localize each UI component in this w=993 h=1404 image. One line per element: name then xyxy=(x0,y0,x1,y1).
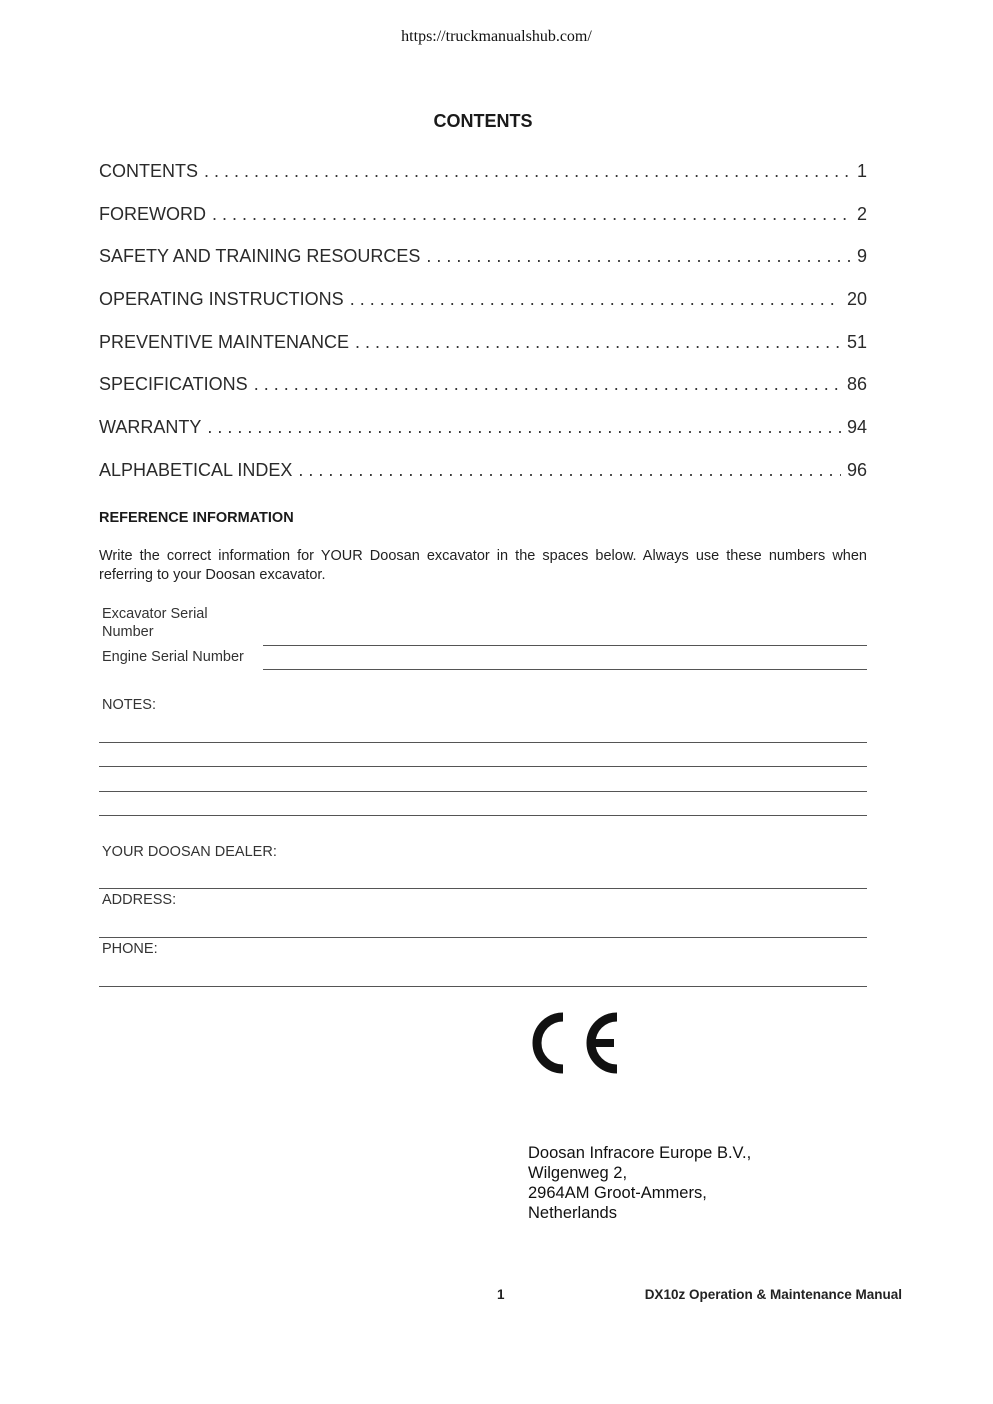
toc-entry-specifications[interactable] xyxy=(99,363,867,406)
toc-entry-safety[interactable] xyxy=(99,235,867,278)
excavator-serial-field[interactable] xyxy=(263,645,867,646)
ce-mark-icon xyxy=(530,1008,624,1083)
toc-entry-page: 1 xyxy=(856,160,867,181)
notes-line-3[interactable] xyxy=(99,791,867,792)
source-url[interactable]: https://truckmanualshub.com/ xyxy=(401,28,592,45)
reference-instructions: Write the correct information for YOUR Doosan excavator in the spaces below. Always use these numbers when referring to your Doosan excavator. xyxy=(99,548,867,583)
toc-entry-label: FOREWORD xyxy=(99,203,206,224)
manufacturer-address xyxy=(528,1143,751,1223)
reference-heading: REFERENCE INFORMATION xyxy=(99,510,294,526)
toc-entry-index[interactable] xyxy=(99,449,867,492)
manual-title: DX10z Operation & Maintenance Manual xyxy=(644,1287,902,1302)
toc-entry-page: 51 xyxy=(846,331,867,352)
address-line-2: Wilgenweg 2, xyxy=(528,1164,628,1182)
toc-entry-label: WARRANTY xyxy=(99,416,202,437)
toc-leader-dots xyxy=(298,460,841,481)
engine-serial-field[interactable] xyxy=(263,669,867,670)
toc-entry-warranty[interactable] xyxy=(99,406,867,449)
dealer-field[interactable] xyxy=(99,888,867,889)
engine-serial-label: Engine Serial Number xyxy=(102,649,244,665)
address-line-4: Netherlands xyxy=(528,1204,617,1222)
toc-leader-dots xyxy=(350,289,841,310)
toc-entry-contents[interactable] xyxy=(99,150,867,193)
notes-line-1[interactable] xyxy=(99,742,867,743)
address-label: ADDRESS: xyxy=(102,892,177,908)
notes-line-4[interactable] xyxy=(99,815,867,816)
toc-entry-page: 94 xyxy=(846,416,867,437)
toc-leader-dots xyxy=(204,161,851,182)
toc-entry-label: OPERATING INSTRUCTIONS xyxy=(99,288,344,309)
toc-leader-dots xyxy=(355,332,841,353)
toc-entry-foreword[interactable] xyxy=(99,193,867,236)
dealer-label: YOUR DOOSAN DEALER: xyxy=(102,844,277,860)
toc-entry-maintenance[interactable] xyxy=(99,321,867,364)
toc-entry-label: CONTENTS xyxy=(99,160,198,181)
phone-field[interactable] xyxy=(99,986,867,987)
toc-entry-label: SPECIFICATIONS xyxy=(99,374,248,395)
address-line-1: Doosan Infracore Europe B.V., xyxy=(528,1144,752,1162)
excavator-serial-label: Excavator Serial Number xyxy=(102,606,208,640)
phone-label: PHONE: xyxy=(102,941,158,957)
toc-leader-dots xyxy=(254,374,841,395)
table-of-contents xyxy=(99,150,867,492)
toc-entry-operating[interactable] xyxy=(99,278,867,321)
notes-label: NOTES: xyxy=(102,697,156,713)
toc-entry-label: SAFETY AND TRAINING RESOURCES xyxy=(99,246,421,267)
toc-entry-page: 2 xyxy=(856,203,867,224)
toc-entry-page: 86 xyxy=(846,374,867,395)
address-line-3: 2964AM Groot-Ammers, xyxy=(528,1184,707,1202)
contents-title: CONTENTS xyxy=(433,111,533,131)
notes-line-2[interactable] xyxy=(99,766,867,767)
toc-entry-page: 96 xyxy=(846,459,867,480)
toc-entry-page: 20 xyxy=(846,288,867,309)
page-number: 1 xyxy=(497,1287,505,1302)
toc-leader-dots xyxy=(212,204,851,225)
toc-leader-dots xyxy=(426,246,851,267)
toc-entry-label: PREVENTIVE MAINTENANCE xyxy=(99,331,350,352)
toc-entry-label: ALPHABETICAL INDEX xyxy=(99,459,293,480)
toc-entry-page: 9 xyxy=(856,246,867,267)
address-field[interactable] xyxy=(99,937,867,938)
toc-leader-dots xyxy=(207,417,841,438)
